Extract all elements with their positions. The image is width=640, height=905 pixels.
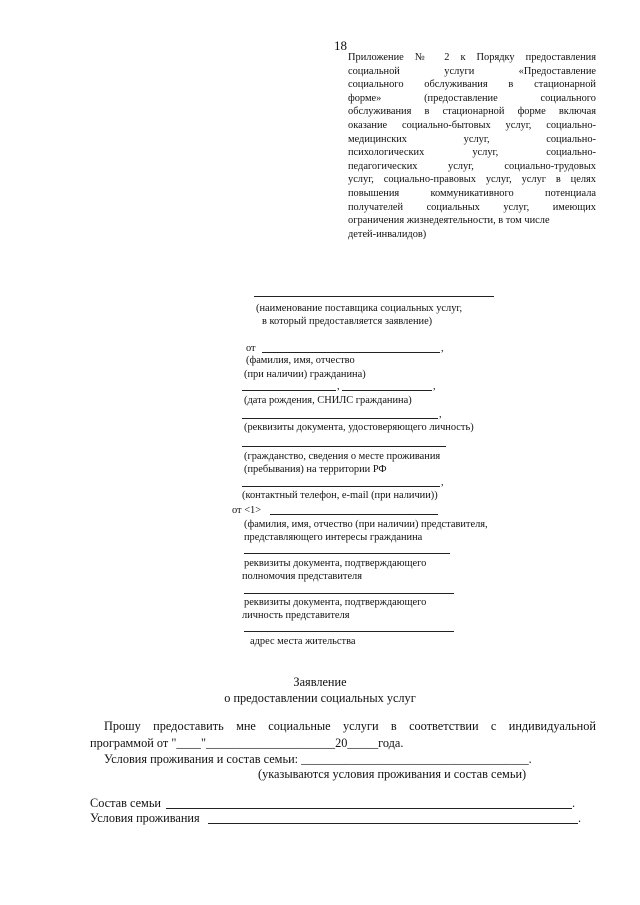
appendix-line: Приложение № 2 к Порядку предоставления [348,52,596,63]
living-conditions-line[interactable]: Условия проживания и состав семьи: _____________________________________. [104,752,532,766]
provider-name-line[interactable] [254,296,494,297]
comma: , [337,381,340,392]
comma: , [433,381,436,392]
rep-id-caption: личность представителя [242,610,350,621]
comma: , [441,343,444,354]
birth-date-line[interactable] [242,390,336,391]
contact-line[interactable] [242,486,440,487]
appendix-line: оказание социально-бытовых услуг, социально- [348,119,596,131]
from-label: от [246,343,256,354]
period: . [578,811,582,825]
rep-id-caption: реквизиты документа, подтверждающего [244,597,427,608]
appendix-line: медицинских услуг, социально- [348,133,596,145]
appendix-line: педагогических услуг, социально-трудовых [348,160,596,172]
id-document-line[interactable] [242,418,438,419]
from-rep-label: от <1> [232,505,262,516]
appendix-line: ограничения жизнедеятельности, в том числе [348,215,550,227]
statement-subtitle: о предоставлении социальных услуг [224,691,416,705]
citizenship-line[interactable] [242,446,446,447]
birth-caption: (дата рождения, СНИЛС гражданина) [244,395,412,406]
snils-line[interactable] [342,390,432,391]
living-conditions-caption: (указываются условия проживания и состав семьи) [258,767,527,781]
rep-id-line[interactable] [244,593,454,594]
citizenship-caption: (пребывания) на территории РФ [244,464,387,475]
request-line: Прошу предоставить мне социальные услуги в соответствии с индивидуальной [104,719,596,733]
provider-caption: (наименование поставщика социальных услуг, [256,303,463,314]
appendix-line: получателей социальных услуг, имеющих [348,201,596,213]
rep-authority-line[interactable] [244,553,450,554]
comma: , [439,409,442,420]
appendix-line: детей-инвалидов) [348,228,427,240]
appendix-line: услуг, социально-правовых услуг, услуг в целях [348,174,596,186]
rep-doc-caption: полномочия представителя [242,571,363,582]
appendix-line: форме» (предоставление социального [348,92,596,104]
conditions-label: Условия проживания [90,811,200,825]
id-caption: (реквизиты документа, удостоверяющего личность) [244,422,474,433]
appendix-line: психологических услуг, социально- [348,147,596,159]
conditions-line[interactable] [208,823,578,824]
appendix-block [348,51,596,241]
family-line[interactable] [166,808,572,809]
appendix-line: обслуживания в стационарной форме включая [348,106,596,118]
rep-caption: представляющего интересы гражданина [244,532,423,543]
fio-caption: (при наличии) гражданина) [244,369,366,380]
rep-doc-caption: реквизиты документа, подтверждающего [244,558,427,569]
provider-caption: в который предоставляется заявление) [262,316,433,327]
rep-caption: (фамилия, имя, отчество (при наличии) представителя, [244,519,488,530]
family-label: Состав семьи [90,796,162,810]
appendix-line: социальной услуги «Предоставление [348,65,596,77]
appendix-line: социального обслуживания в стационарной [348,79,596,91]
statement-title: Заявление [293,675,347,689]
address-caption: адрес места жительства [250,636,356,647]
period: . [572,796,576,810]
appendix-line: повышения коммуникативного потенциала [348,187,596,199]
address-line[interactable] [244,631,454,632]
request-program-line[interactable]: программой от "____"_____________________20_____года. [90,736,404,750]
fio-caption: (фамилия, имя, отчество [246,355,355,366]
citizenship-caption: (гражданство, сведения о месте проживания [244,451,441,462]
representative-fio-line[interactable] [270,514,438,515]
comma: , [441,477,444,488]
page-number: 18 [334,38,347,53]
applicant-fio-line[interactable] [262,352,440,353]
contact-caption: (контактный телефон, e-mail (при наличии)) [242,490,438,501]
